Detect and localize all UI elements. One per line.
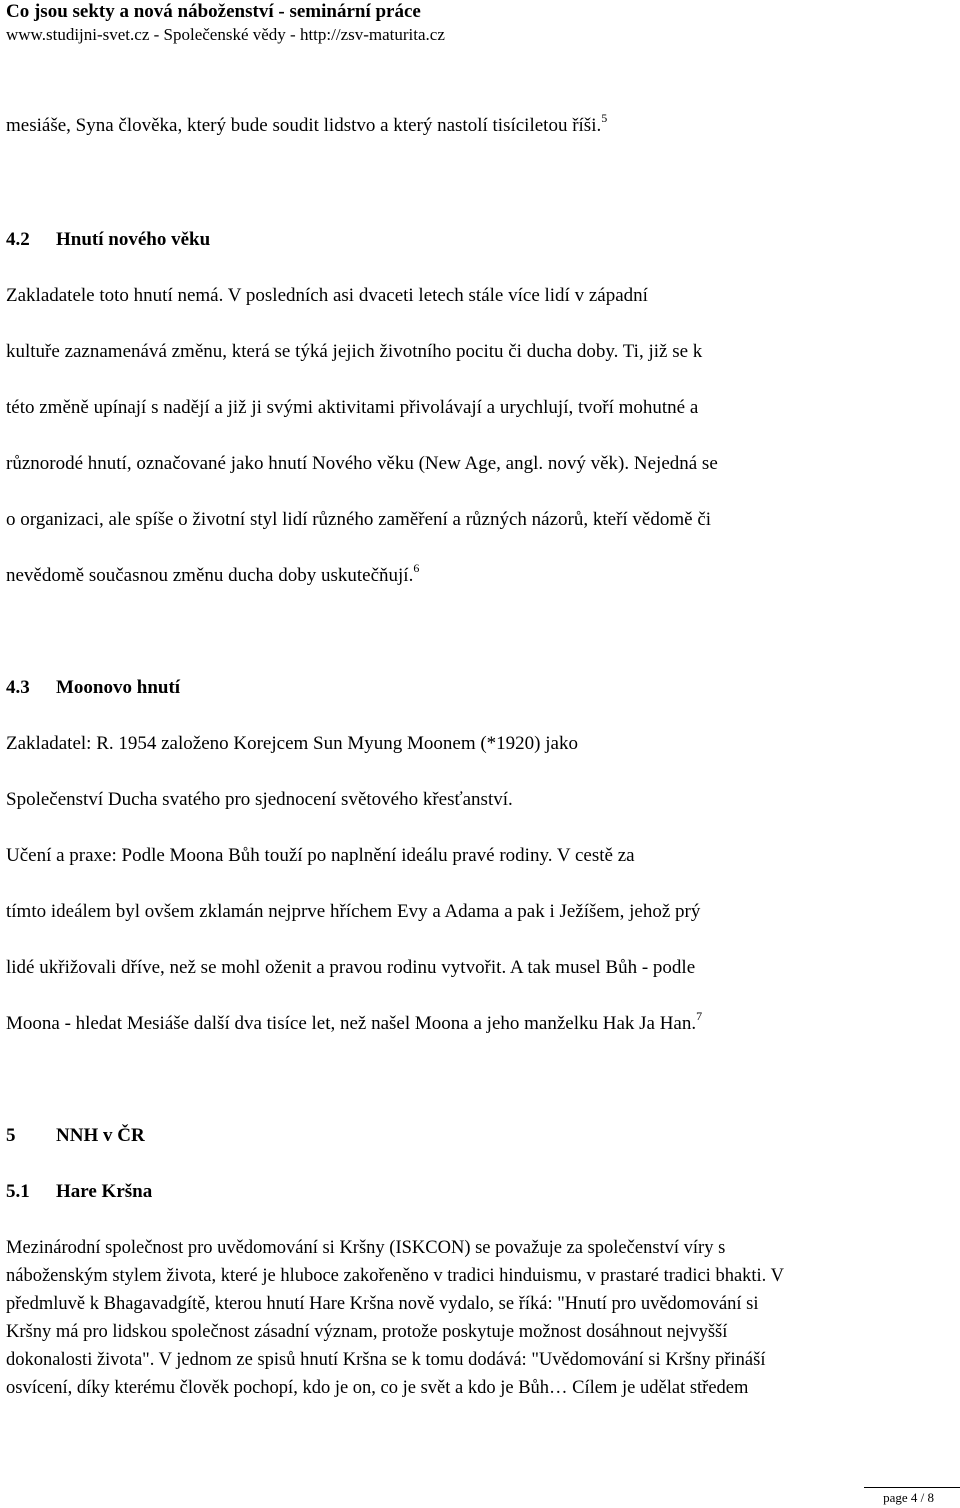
section-title: Hare Kršna (56, 1181, 153, 1202)
paragraph-line: Moona - hledat Mesiáše další dva tisíce let, než našel Moona a jeho manželku Hak Ja Han.$^7$ (6, 1009, 703, 1034)
paragraph-line: Zakladatele toto hnutí nemá. V posledních asi dvaceti letech stále více lidí v západní (6, 285, 648, 306)
paragraph-line: této změně upínají s nadějí a již ji svými aktivitami přivolávají a urychlují, tvoří mohutné a (6, 397, 699, 418)
section-number: 5 (6, 1125, 16, 1146)
paragraph-line: kultuře zaznamenává změnu, která se týká jejich životního pocitu či ducha doby. Ti, již se k (6, 341, 703, 362)
paragraph-line: předmluvě k Bhagavadgítě, kterou hnutí Hare Kršna nově vydalo, se říká: "Hnutí pro uvědomování si (6, 1294, 759, 1314)
section-heading-4-2 (6, 228, 210, 252)
section-title: Hnutí nového věku (56, 229, 211, 250)
document-title: Co jsou sekty a nová náboženství - seminární práce (6, 1, 421, 22)
paragraph-line: dokonalosti života". V jednom ze spisů hnutí Kršna se k tomu dodává: "Uvědomování si Kršny přináší (6, 1350, 766, 1370)
paragraph-line: Kršny má pro lidskou společnost zásadní význam, protože poskytuje možnost dosáhnout nejvyšší (6, 1322, 728, 1342)
footer-divider (864, 1487, 960, 1488)
section-heading-5 (6, 1124, 145, 1148)
footnote-ref: 5 (601, 111, 608, 125)
paragraph-line: Mezinárodní společnost pro uvědomování si Kršny (ISKCON) se považuje za společenství víry s (6, 1238, 726, 1258)
section-title: NNH v ČR (56, 1125, 145, 1146)
paragraph-line: různorodé hnutí, označované jako hnutí Nového věku (New Age, angl. nový věk). Nejedná se (6, 453, 718, 474)
paragraph-line: mesiáše, Syna člověka, který bude soudit lidstvo a který nastolí tisíciletou říši.$^5$ (6, 111, 608, 136)
section-title: Moonovo hnutí (56, 677, 181, 698)
paragraph-line: o organizaci, ale spíše o životní styl lidí různého zaměření a různých názorů, kteří vědomě či (6, 509, 712, 530)
section-heading-4-3 (6, 676, 180, 700)
paragraph-line: lidé ukřižovali dříve, než se mohl oženit a pravou rodinu vytvořit. A tak musel Bůh - podle (6, 957, 696, 978)
section-number: 4.3 (6, 677, 30, 698)
page-header (6, 0, 956, 46)
paragraph-line: Společenství Ducha svatého pro sjednocení světového křesťanství. (6, 789, 513, 810)
paragraph-line: Učení a praxe: Podle Moona Bůh touží po naplnění ideálu pravé rodiny. V cestě za (6, 845, 635, 866)
paragraph-line: náboženským stylem života, které je hluboce zakořeněno v tradici hinduismu, v prastaré tradici bhakti. V (6, 1266, 784, 1286)
paragraph-line: nevědomě současnou změnu ducha doby uskutečňují.$^6$ (6, 561, 420, 586)
section-number: 4.2 (6, 229, 30, 250)
section-heading-5-1 (6, 1180, 152, 1204)
footnote-ref: 6 (413, 561, 420, 575)
page-number: page 4 / 8 (883, 1490, 934, 1505)
paragraph-line: tímto ideálem byl ovšem zklamán nejprve hříchem Evy a Adama a pak i Ježíšem, jehož prý (6, 901, 701, 922)
paragraph-line: Zakladatel: R. 1954 založeno Korejcem Sun Myung Moonem (*1920) jako (6, 733, 578, 754)
footnote-ref: 7 (696, 1009, 703, 1023)
section-number: 5.1 (6, 1181, 30, 1202)
document-source-line: www.studijni-svet.cz - Společenské vědy - http://zsv-maturita.cz (6, 25, 445, 44)
paragraph-line: osvícení, díky kterému člověk pochopí, kdo je on, co je svět a kdo je Bůh… Cílem je udělat středem (6, 1378, 749, 1398)
